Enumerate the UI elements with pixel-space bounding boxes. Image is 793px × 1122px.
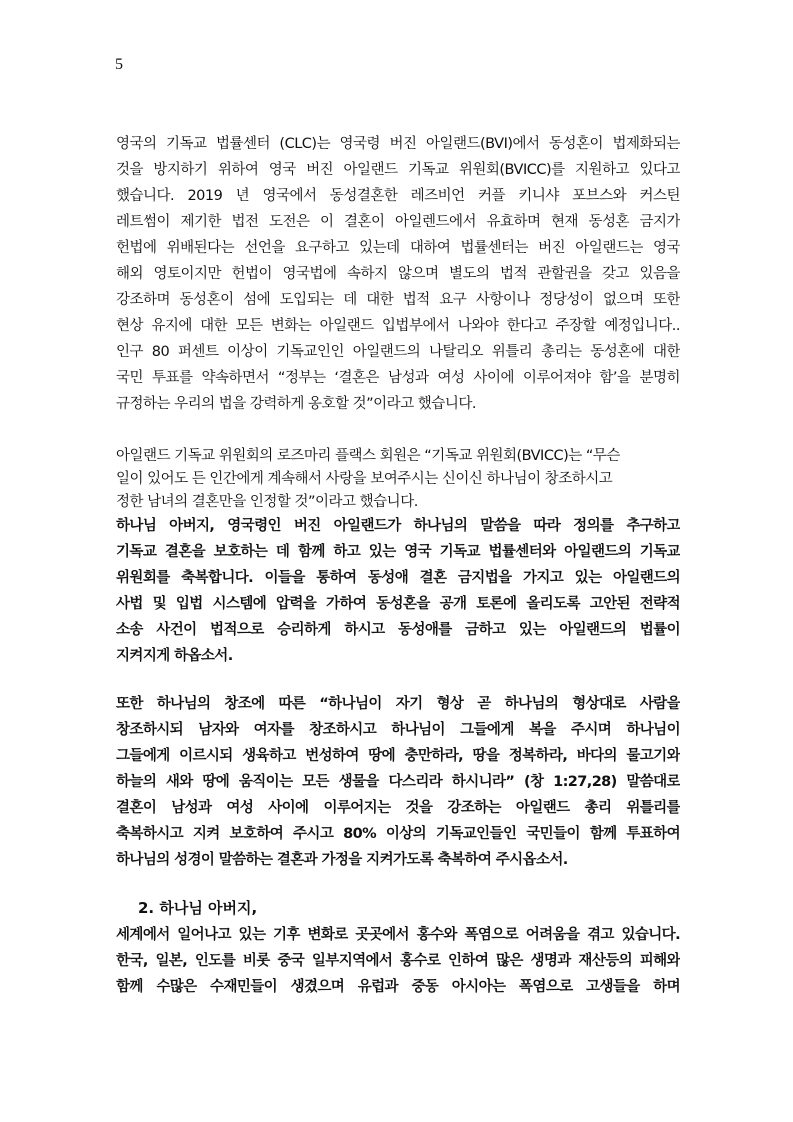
section2-line: 세계에서 일어나고 있는 기후 변화로 곳곳에서 홍수와 폭염으로 어려움을 겪고 있습니다. bbox=[116, 927, 680, 943]
prayer2-line: 결혼이 남성과 여성 사이에 이루어지는 것을 강조하는 아일랜드 총리 위틀리를 bbox=[116, 800, 680, 816]
paragraph1-line: 현상 유지에 대한 모든 변화는 아일랜드 입법부에서 나와야 한다고 주장할 예정입니다.. bbox=[116, 318, 680, 334]
paragraph1-line: 헌법에 위배된다는 선언을 요구하고 있는데 대하여 법률센터는 버진 아일랜드는 영국 bbox=[116, 240, 680, 256]
prayer2-line: 축복하시고 지켜 보호하여 주시고 80% 이상의 기독교인들인 국민들이 함께 투표하여 bbox=[116, 826, 680, 842]
paragraph1-line: 국민 투표를 약속하면서 “정부는 ‘결혼은 남성과 여성 사이에 이루어져야 함’을 분명히 bbox=[116, 370, 680, 386]
paragraph2-line: 정한 남녀의 결혼만을 인정할 것”이라고 했습니다. bbox=[116, 494, 418, 510]
prayer1-line: 하나님 아버지, 영국령인 버진 아일랜드가 하나님의 말씀을 따라 정의를 추구하고 bbox=[116, 518, 680, 534]
prayer1-line: 위원회를 축복합니다. 이들을 통하여 동성애 결혼 금지법을 가지고 있는 아일랜드의 bbox=[116, 570, 680, 586]
paragraph2-line: 일이 있어도 든 인간에게 계속해서 사랑을 보여주시는 신이신 하나님이 창조하시고 bbox=[116, 471, 613, 487]
paragraph1-line: 규정하는 우리의 법을 강력하게 옹호할 것”이라고 했습니다. bbox=[116, 396, 476, 412]
section2-line: 함께 수많은 수재민들이 생겼으며 유럽과 중동 아시아는 폭염으로 고생들을 하며 bbox=[116, 979, 680, 995]
paragraph1-line: 영국의 기독교 법률센터 (CLC)는 영국령 버진 아일랜드(BVI)에서 동성혼이 법제화되는 bbox=[116, 136, 680, 152]
section2-heading: 2. 하나님 아버지, bbox=[138, 899, 258, 917]
paragraph1-line: 해외 영토이지만 헌법이 영국법에 속하지 않으며 별도의 법적 관할권을 갖고 있음을 bbox=[116, 266, 680, 282]
paragraph1-line: 했습니다. 2019 년 영국에서 동성결혼한 레즈비언 커플 키니샤 포브스와 커스틴 bbox=[116, 188, 680, 204]
paragraph2-line: 아일랜드 기독교 위원회의 로즈마리 플랙스 회원은 “기독교 위원회(BVICC)는 “무슨 bbox=[116, 448, 620, 464]
page-number: 5 bbox=[115, 56, 123, 73]
paragraph1-line: 레트썸이 제기한 법전 도전은 이 결혼이 아일렌드에서 유효하며 현재 동성혼 금지가 bbox=[116, 214, 680, 230]
prayer1-line: 사법 및 입법 시스템에 압력을 가하여 동성혼을 공개 토론에 올리도록 고안된 전략적 bbox=[116, 596, 680, 612]
paragraph1-line: 인구 80 퍼센트 이상이 기독교인인 아일랜드의 나탈리오 위틀리 총리는 동성혼에 대한 bbox=[116, 344, 680, 360]
prayer2-line: 창조하시되 남자와 여자를 창조하시고 하나님이 그들에게 복을 주시며 하나님이 bbox=[116, 722, 680, 738]
prayer1-line: 소송 사건이 법적으로 승리하게 하시고 동성애를 금하고 있는 아일랜드의 법률이 bbox=[116, 622, 680, 638]
prayer2-line: 그들에게 이르시되 생육하고 번성하여 땅에 충만하라, 땅을 정복하라, 바다의 물고기와 bbox=[116, 748, 680, 764]
prayer2-line: 하나님의 성경이 말씀하는 결혼과 가정을 지켜가도록 축복하여 주시옵소서. bbox=[116, 852, 568, 868]
paragraph1-line: 것을 방지하기 위하여 영국 버진 아일랜드 기독교 위원회(BVICC)를 지원하고 있다고 bbox=[116, 162, 680, 178]
prayer1-line: 기독교 결혼을 보호하는 데 함께 하고 있는 영국 기독교 법률센터와 아일랜드의 기독교 bbox=[116, 544, 680, 560]
prayer2-line: 하늘의 새와 땅에 움직이는 모든 생물을 다스리라 하시니라” (창 1:27,28) 말씀대로 bbox=[116, 774, 680, 790]
prayer1-line: 지켜지게 하옵소서. bbox=[116, 648, 233, 664]
section2-line: 한국, 일본, 인도를 비롯 중국 일부지역에서 홍수로 인하여 많은 생명과 재산등의 피해와 bbox=[116, 953, 680, 969]
prayer2-line: 또한 하나님의 창조에 따른 “하나님이 자기 형상 곧 하나님의 형상대로 사람을 bbox=[116, 696, 680, 712]
paragraph1-line: 강조하며 동성혼이 섬에 도입되는 데 대한 법적 요구 사항이나 정당성이 없으며 또한 bbox=[116, 292, 680, 308]
